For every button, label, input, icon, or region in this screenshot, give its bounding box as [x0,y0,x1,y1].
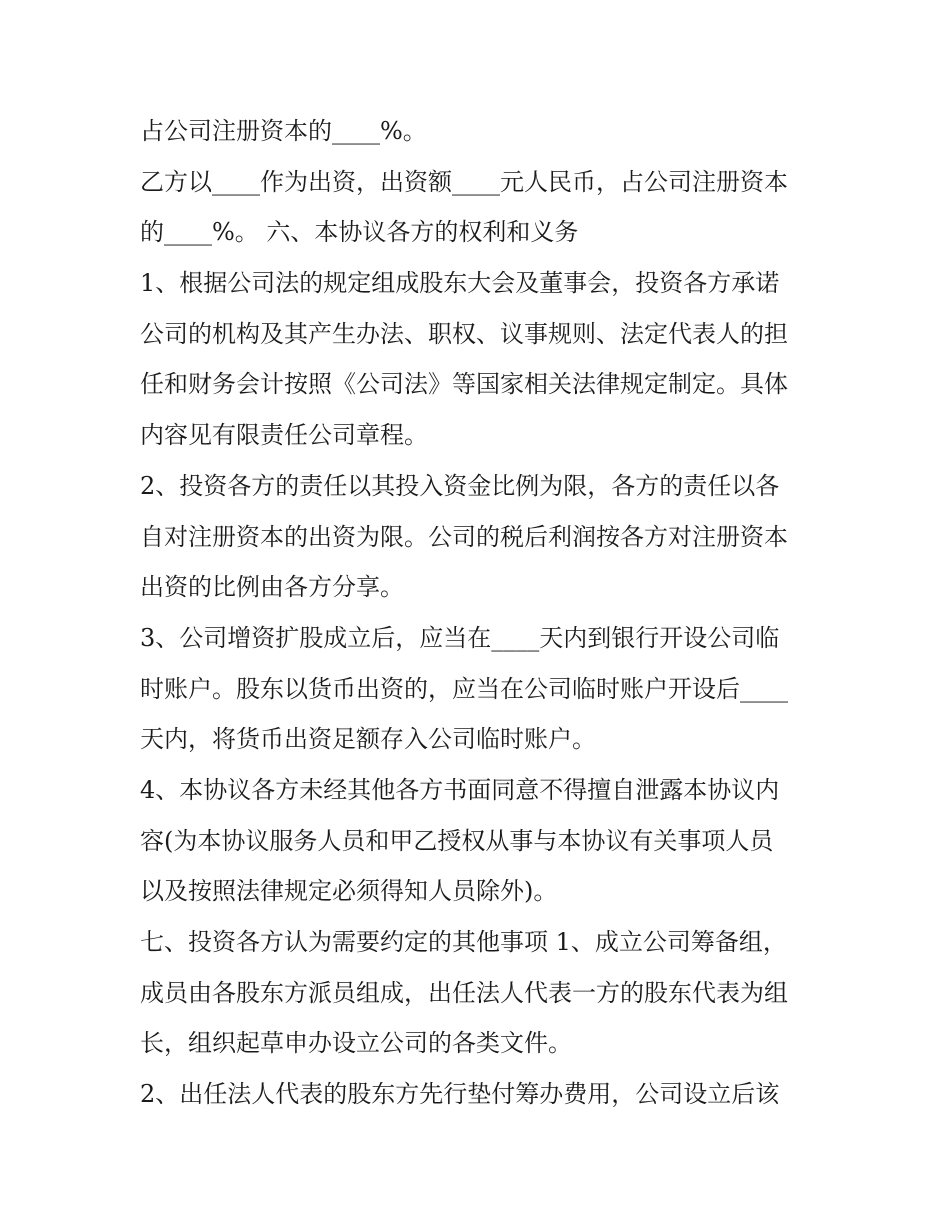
body-text [140,106,820,1120]
text-line: 占公司注册资本的____%。 [140,117,427,145]
text-line: 的____%。 六、本协议各方的权利和义务 [140,218,579,247]
text-line: 公司的机构及其产生办法、职权、议事规则、法定代表人的担 [140,319,788,348]
text-line: 2、投资各方的责任以其投入资金比例为限，各方的责任以各 [140,471,780,500]
text-line: 七、投资各方认为需要约定的其他事项 1、成立公司筹备组， [140,928,787,956]
text-line: 以及按照法律规定必须得知人员除外)。 [140,877,558,906]
text-line: 2、出任法人代表的股东方先行垫付筹办费用，公司设立后该 [140,1080,780,1109]
text-line: 内容见有限责任公司章程。 [140,421,428,450]
text-line: 乙方以____作为出资，出资额____元人民币，占公司注册资本 [140,167,788,196]
text-line: 长，组织起草申办设立公司的各类文件。 [140,1029,572,1058]
text-line: 天内，将货币出资足额存入公司临时账户。 [140,725,596,754]
text-line: 自对注册资本的出资为限。公司的税后利润按各方对注册资本 [140,522,788,551]
text-line: 3、公司增资扩股成立后，应当在____天内到银行开设公司临 [140,623,780,652]
text-line: 出资的比例由各方分享。 [140,573,404,602]
text-line: 成员由各股东方派员组成，出任法人代表一方的股东代表为组 [140,978,788,1007]
text-line: 任和财务会计按照《公司法》等国家相关法律规定制定。具体 [140,370,788,399]
text-line: 1、根据公司法的规定组成股东大会及董事会，投资各方承诺 [140,269,780,298]
text-line: 时账户。股东以货币出资的，应当在公司临时账户开设后____ [140,674,788,703]
text-line: 4、本协议各方未经其他各方书面同意不得擅自泄露本协议内 [140,775,780,804]
text-line: 容(为本协议服务人员和甲乙授权从事与本协议有关事项人员 [140,826,774,855]
